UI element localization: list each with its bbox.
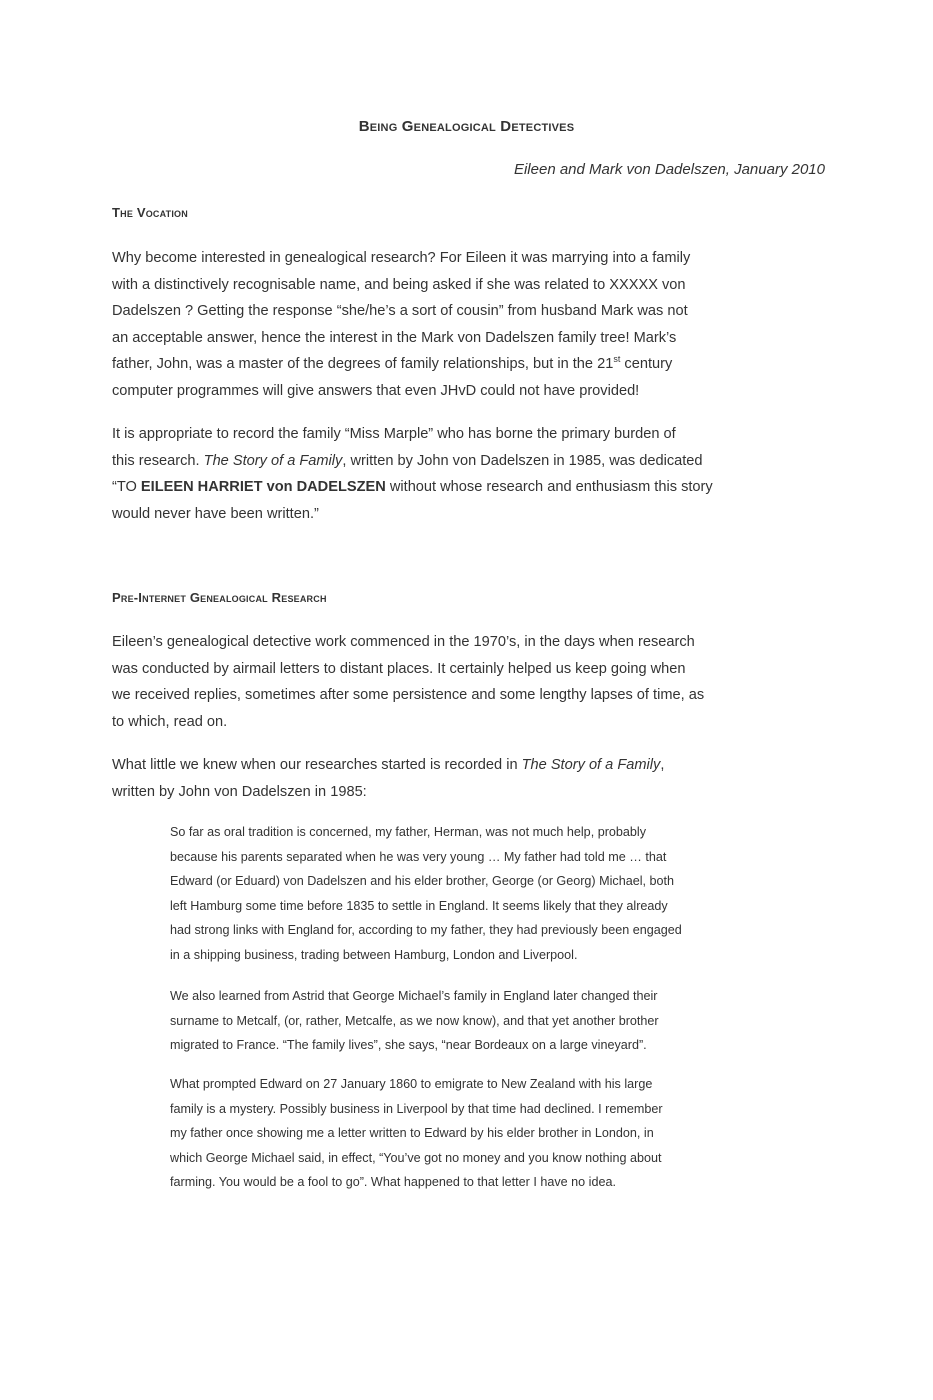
text-run: , written by John von Dadelszen in 1985, was dedicated [342,452,703,469]
quote-line: family is a mystery. Possibly business in Liverpool by that time had declined. I remember [170,1101,663,1116]
text-run: “TO [112,479,141,495]
text-line: we received replies, sometimes after some persistence and some lengthy lapses of time, as [112,687,705,703]
superscript: st [613,354,621,365]
text-line: computer programmes will give answers that even JHvD could not have provided! [112,382,640,399]
text-run: this research. [112,452,204,469]
text-run: without whose research and enthusiasm this story [385,479,713,495]
text-line [112,752,824,779]
book-title: The Story of a Family [521,757,661,773]
block-quote-2 [170,984,825,1058]
quote-line: Edward (or Eduard) von Dadelszen and his elder brother, George (or Georg) Michael, both [170,874,675,889]
text-line: would never have been written.” [112,505,319,522]
section-heading-vocation: The Vocation [112,205,188,220]
paragraph-vocation-1 [112,245,824,404]
dedication-name: EILEEN HARRIET von DADELSZEN [140,479,386,495]
text-line: Dadelszen ? Getting the response “she/he’s a sort of cousin” from husband Mark was not [112,303,688,319]
quote-line: left Hamburg some time before 1835 to settle in England. It seems likely that they already [170,898,668,913]
paragraph-pre-internet-1 [112,629,824,735]
paragraph-vocation-2 [112,421,824,527]
quote-line: We also learned from Astrid that George Michael’s family in England later changed their [170,989,658,1003]
book-title: The Story of a Family [203,452,343,469]
block-quote-3 [170,1072,825,1195]
quote-line: So far as oral tradition is concerned, my father, Herman, was not much help, probably [170,825,646,839]
section-heading-pre-internet: Pre-Internet Genealogical Research [112,590,327,605]
paragraph-pre-internet-2 [112,752,824,805]
document-byline: Eileen and Mark von Dadelszen, January 2010 [513,161,825,178]
quote-line: migrated to France. “The family lives”, she says, “near Bordeaux on a large vineyard”. [170,1038,647,1053]
quote-line: farming. You would be a fool to go”. What happened to that letter I have no idea. [170,1175,616,1190]
text-line: was conducted by airmail letters to distant places. It certainly helped us keep going when [112,660,686,677]
text-run: father, John, was a master of the degrees of family relationships, but in the 21 [112,356,614,372]
text-line: an acceptable answer, hence the interest in the Mark von Dadelszen family tree! Mark’s [112,329,677,346]
text-line: It is appropriate to record the family “Miss Marple” who has borne the primary burden of [112,426,676,442]
text-line: Eileen’s genealogical detective work commenced in the 1970’s, in the days when research [112,634,695,650]
text-line [112,448,824,475]
text-line [112,351,824,378]
quote-line: What prompted Edward on 27 January 1860 to emigrate to New Zealand with his large [170,1077,653,1091]
quote-line: which George Michael said, in effect, “You’ve got no money and you know nothing about [170,1150,662,1165]
text-line: written by John von Dadelszen in 1985: [112,783,367,800]
text-line: Why become interested in genealogical research? For Eileen it was marrying into a family [112,250,691,266]
quote-line: my father once showing me a letter written to Edward by his elder brother in London, in [170,1126,654,1141]
quote-line: in a shipping business, trading between Hamburg, London and Liverpool. [170,947,578,962]
text-run: , [660,757,665,773]
quote-line: had strong links with England for, according to my father, they had previously been engaged [170,923,682,938]
quote-line: surname to Metcalf, (or, rather, Metcalfe, as we now know), and that yet another brother [170,1013,659,1028]
document-title: Being Genealogical Detectives [358,118,575,135]
text-run: What little we knew when our researches started is recorded in [112,757,522,773]
text-line: to which, read on. [112,713,228,730]
quote-line: because his parents separated when he was very young … My father had told me … that [170,849,667,864]
text-line: with a distinctively recognisable name, and being asked if she was related to XXXXX von [112,276,686,293]
text-run: century [620,356,673,372]
text-line [112,474,824,501]
block-quote-1 [170,820,825,968]
